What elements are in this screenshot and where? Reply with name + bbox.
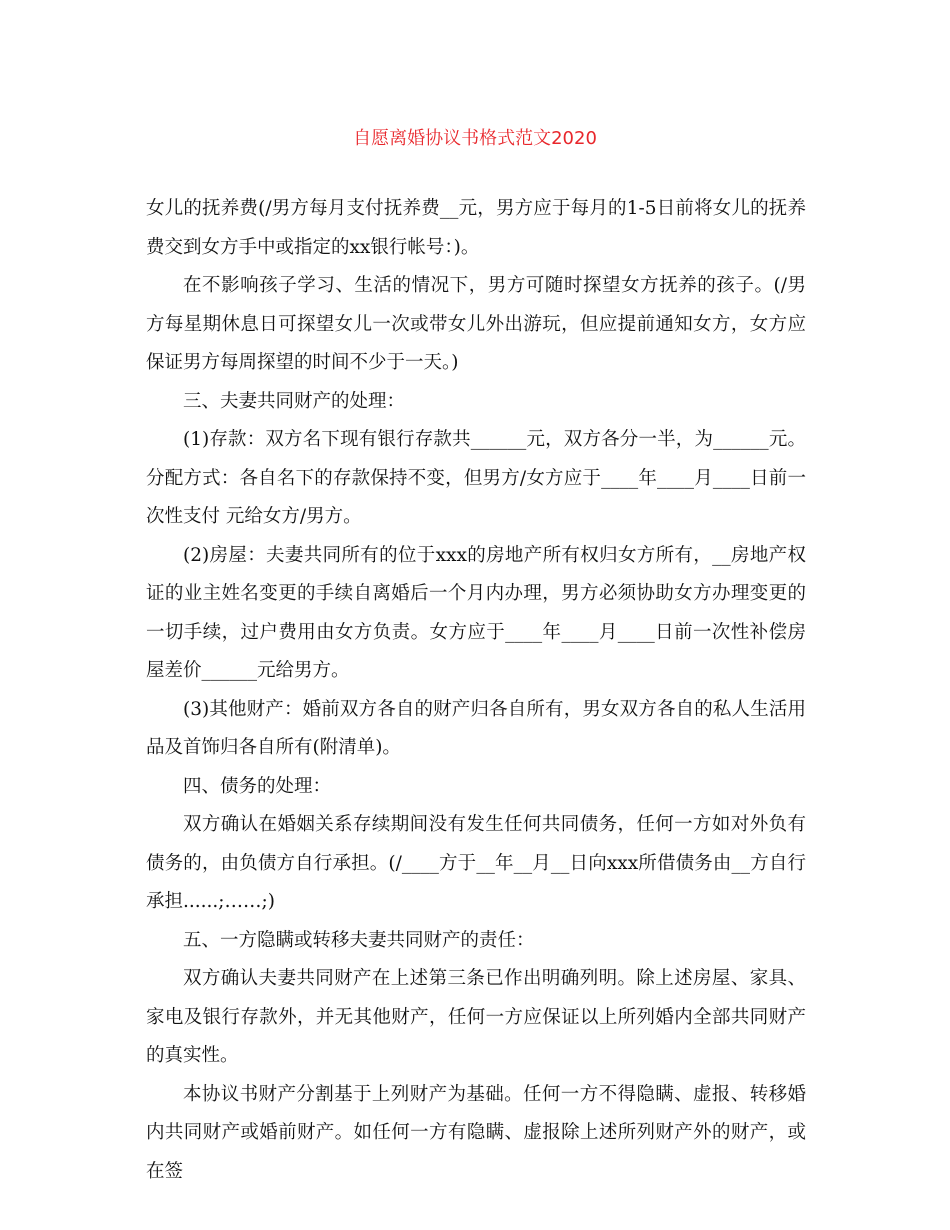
paragraph-property-confirmation: 双方确认夫妻共同财产在上述第三条已作出明确列明。除上述房屋、家具、家电及银行存款外，并无其他财产，任何一方应保证以上所列婚内全部共同财产的真实性。 — [146, 968, 806, 1066]
document-body — [146, 190, 806, 1191]
paragraph-deposits: (1)存款：双方名下现有银行存款共______元，双方各分一半，为______元。分配方式：各自名下的存款保持不变，但男方/女方应于____年____月____日前一次性支付 元给女方/男方。 — [146, 429, 806, 527]
paragraph-visitation: 在不影响孩子学习、生活的情况下，男方可随时探望女方抚养的孩子。(/男方每星期休息日可探望女儿一次或带女儿外出游玩，但应提前通知女方，女方应保证男方每周探望的时间不少于一天。) — [146, 275, 806, 373]
paragraph-child-support: 女儿的抚养费(/男方每月支付抚养费__元，男方应于每月的1-5日前将女儿的抚养费交到女方手中或指定的xx银行帐号：)。 — [146, 198, 806, 258]
section-heading-joint-property: 三、夫妻共同财产的处理： — [183, 390, 406, 412]
document-title: 自愿离婚协议书格式范文2020 — [353, 128, 597, 149]
section-heading-debts: 四、债务的处理： — [183, 775, 332, 797]
paragraph-other-property: (3)其他财产：婚前双方各自的财产归各自所有，男女双方各自的私人生活用品及首饰归各自所有(附清单)。 — [146, 698, 806, 758]
section-heading-concealment: 五、一方隐瞒或转移夫妻共同财产的责任： — [183, 929, 535, 951]
paragraph-house: (2)房屋：夫妻共同所有的位于xxx的房地产所有权归女方所有，__房地产权证的业主姓名变更的手续自离婚后一个月内办理，男方必须协助女方办理变更的一切手续，过户费用由女方负责。女方应于____年____月____日前一次性补偿房屋差价______元给男方。 — [146, 544, 806, 681]
paragraph-debts: 双方确认在婚姻关系存续期间没有发生任何共同债务，任何一方如对外负有债务的，由负债方自行承担。(/____方于__年__月__日向xxx所借债务由__方自行承担......;……;) — [146, 814, 806, 912]
paragraph-property-division-basis: 本协议书财产分割基于上列财产为基础。任何一方不得隐瞒、虚报、转移婚内共同财产或婚前财产。如任何一方有隐瞒、虚报除上述所列财产外的财产，或在签 — [146, 1083, 806, 1182]
